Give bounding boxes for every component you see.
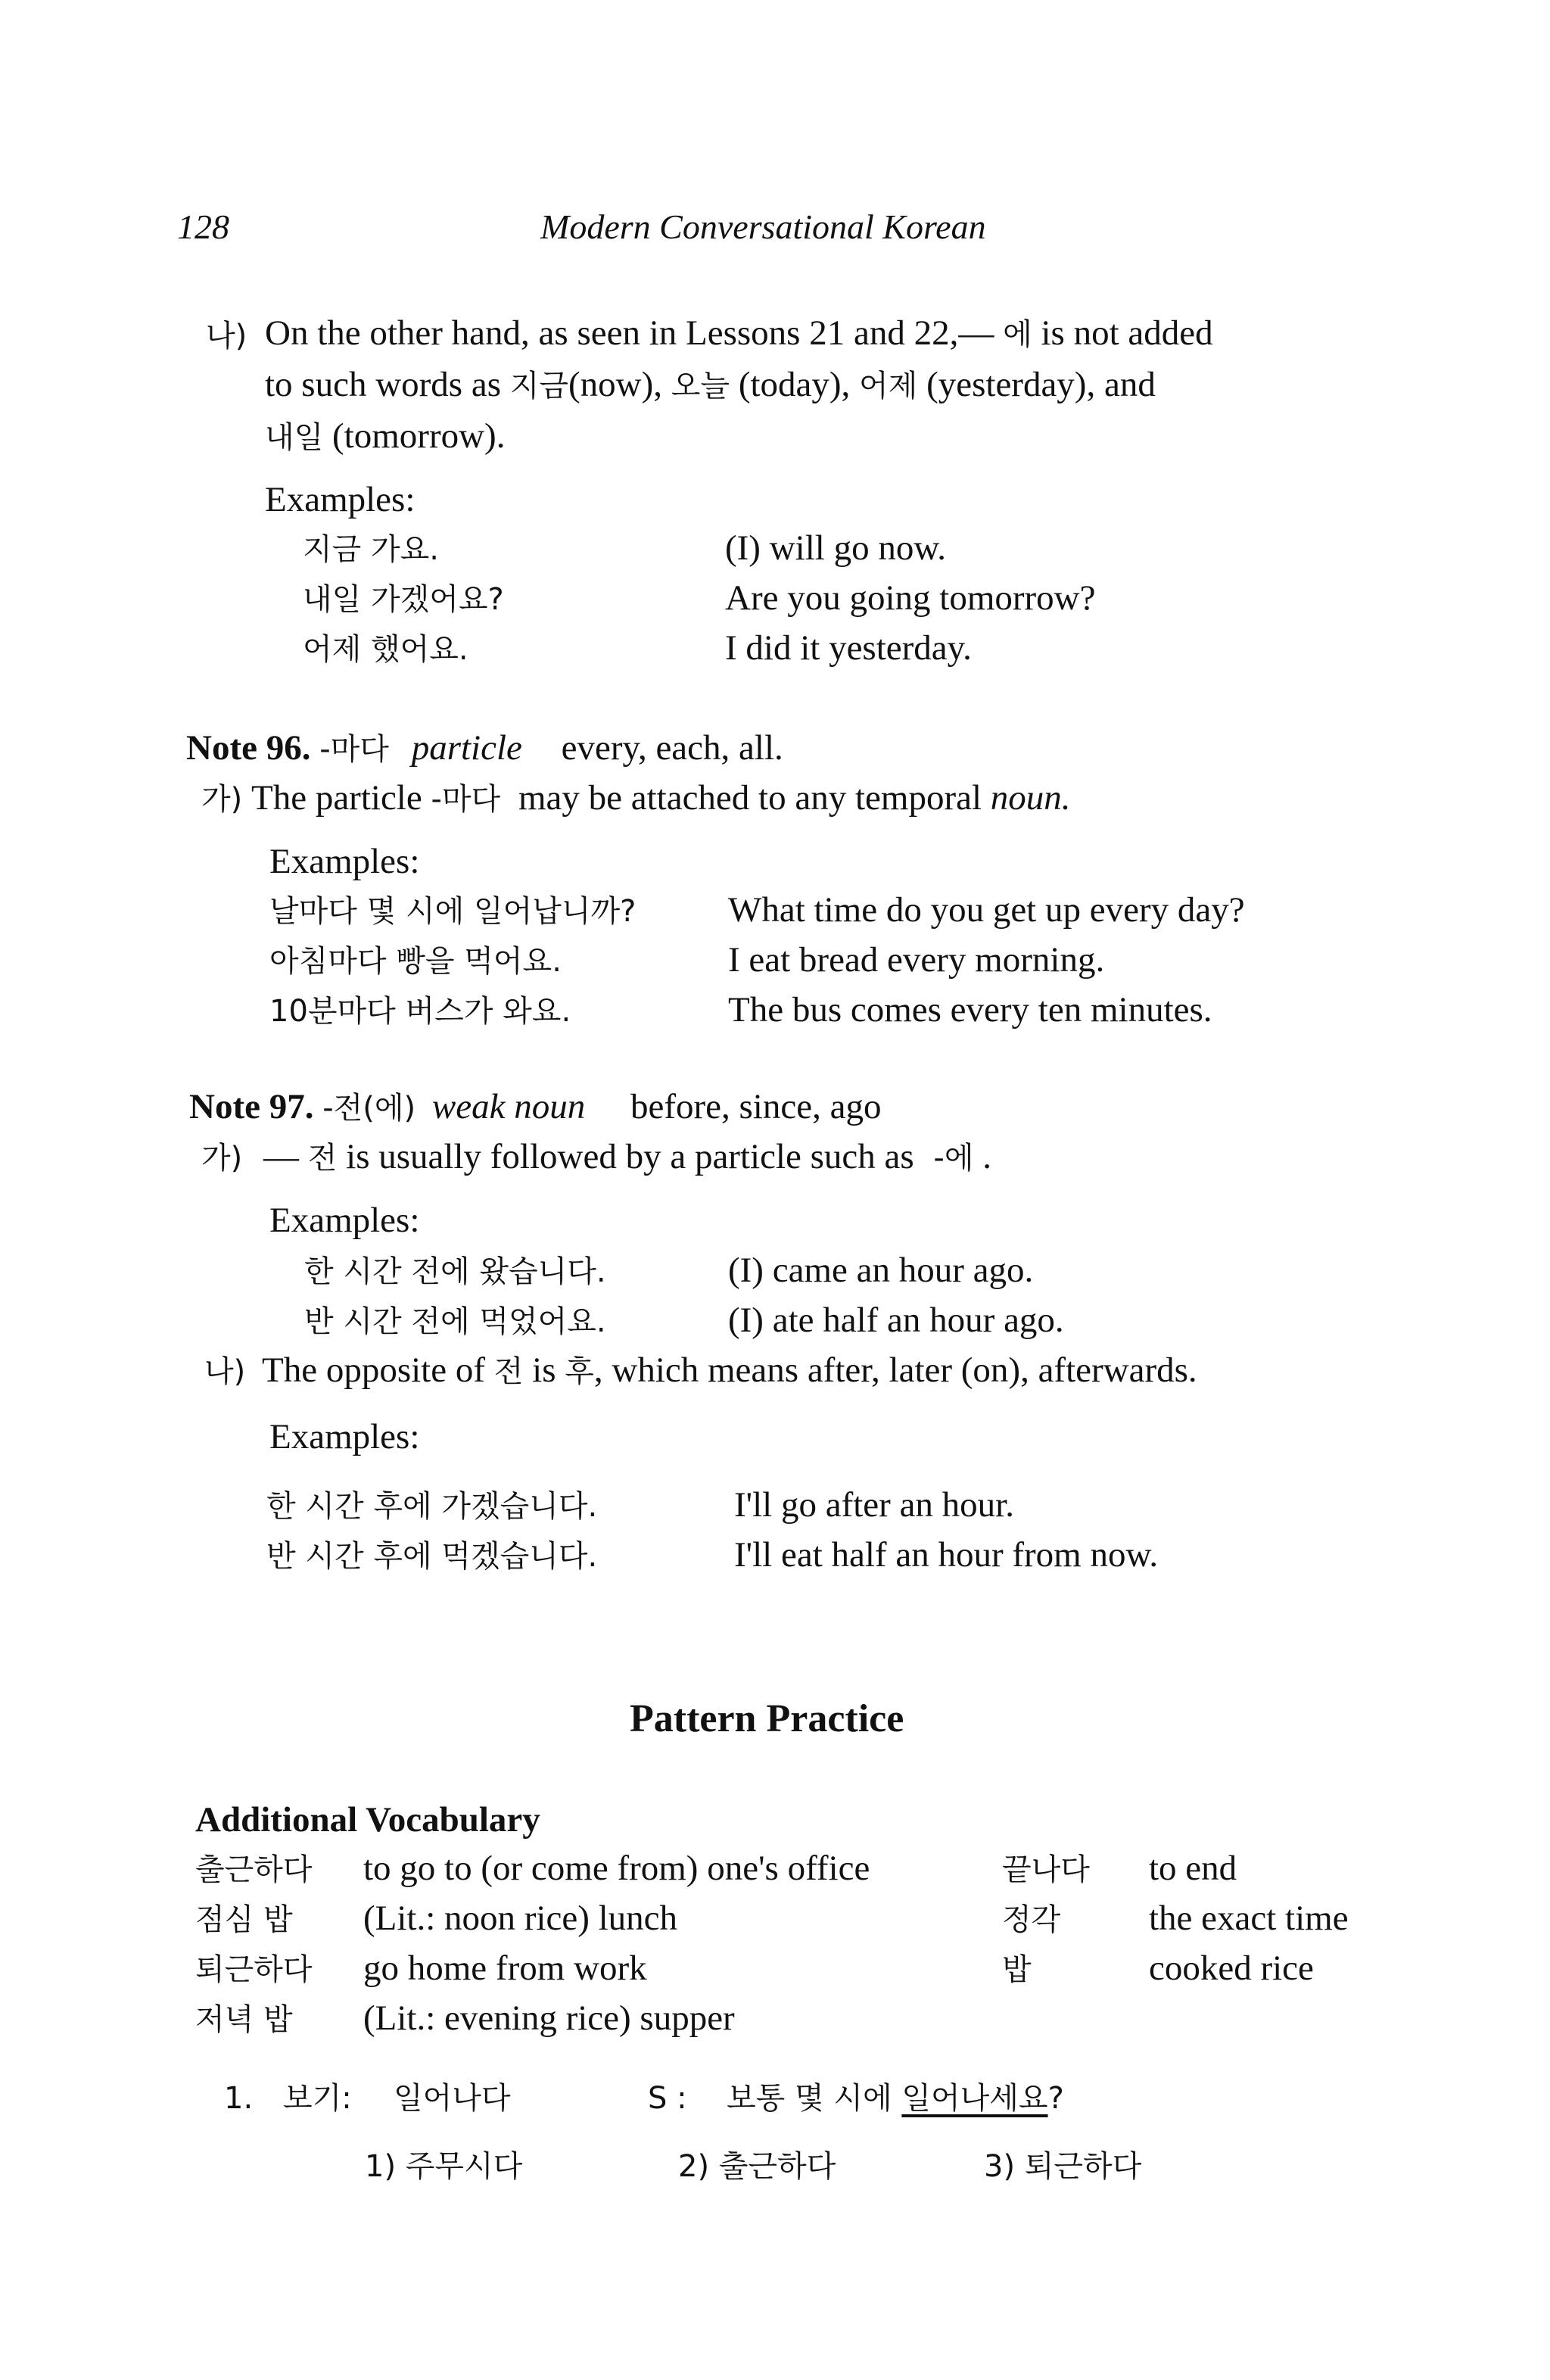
vocab-en: cooked rice xyxy=(1149,1949,1314,1988)
note-97-heading: Note 97. -전(에) weak noun before, since, ago xyxy=(189,1087,882,1126)
exercise-item: 1) 주무시다 xyxy=(365,2149,523,2184)
exercise-item: 3) 퇴근하다 xyxy=(984,2149,1142,2184)
exercise-item: 2) 출근하다 xyxy=(678,2149,836,2184)
example-en: (I) ate half an hour ago. xyxy=(728,1301,1064,1340)
example-ko: 지금 가요. xyxy=(303,532,439,567)
example-en: (I) came an hour ago. xyxy=(728,1251,1034,1290)
example-ko: 반 시간 후에 먹겠습니다. xyxy=(266,1539,598,1574)
example-ko: 한 시간 전에 왔습니다. xyxy=(304,1254,606,1289)
na-line-1: On the other hand, as seen in Lessons 21 and 22,— 에 is not added xyxy=(265,313,1213,353)
vocab-en: (Lit.: evening rice) supper xyxy=(363,1998,735,2038)
example-ko: 10분마다 버스가 와요. xyxy=(269,994,571,1029)
section-marker-na: 나) xyxy=(206,319,247,354)
running-title: Modern Conversational Korean xyxy=(540,207,986,246)
note-97-ga: 가) — 전 is usually followed by a particle such as -에 . xyxy=(201,1137,991,1176)
vocab-ko: 출근하다 xyxy=(195,1852,313,1887)
vocab-ko: 끝나다 xyxy=(1002,1852,1090,1887)
vocab-title: Additional Vocabulary xyxy=(195,1800,540,1840)
example-en: (I) will go now. xyxy=(725,528,946,568)
exercise-number: 1. xyxy=(224,2081,254,2116)
example-ko: 어제 했어요. xyxy=(303,632,468,667)
example-word: 일어나다 xyxy=(394,2081,511,2116)
vocab-en: to go to (or come from) one's office xyxy=(363,1849,870,1888)
examples-label: Examples: xyxy=(269,1417,420,1456)
example-en: The bus comes every ten minutes. xyxy=(728,990,1212,1030)
example-bogi-label: 보기: xyxy=(283,2081,352,2116)
vocab-ko: 점심 밥 xyxy=(195,1902,293,1937)
section-title: Pattern Practice xyxy=(630,1697,904,1740)
example-en: Are you going tomorrow? xyxy=(725,578,1096,618)
note-96-ga: 가) The particle -마다 may be attached to any temporal noun. xyxy=(201,778,1071,818)
example-ko: 한 시간 후에 가겠습니다. xyxy=(266,1489,598,1524)
vocab-en: (Lit.: noon rice) lunch xyxy=(363,1899,678,1938)
examples-label: Examples: xyxy=(269,842,420,881)
page-number: 128 xyxy=(177,207,229,246)
note-97-na: 나) The opposite of 전 is 후, which means after, later (on), afterwards. xyxy=(204,1350,1197,1390)
vocab-ko: 저녁 밥 xyxy=(195,2002,293,2037)
example-en: I eat bread every morning. xyxy=(728,940,1105,980)
vocab-ko: 밥 xyxy=(1002,1952,1032,1987)
vocab-ko: 퇴근하다 xyxy=(195,1952,313,1987)
speaker-label: S : xyxy=(648,2081,687,2116)
example-ko: 날마다 몇 시에 일어납니까? xyxy=(269,894,636,929)
na-line-3: 내일 (tomorrow). xyxy=(265,416,506,456)
example-en: What time do you get up every day? xyxy=(728,890,1245,930)
example-en: I did it yesterday. xyxy=(725,628,972,668)
example-ko: 내일 가겠어요? xyxy=(303,582,504,617)
example-ko: 반 시간 전에 먹었어요. xyxy=(304,1304,606,1339)
example-en: I'll go after an hour. xyxy=(734,1485,1014,1525)
vocab-en: the exact time xyxy=(1149,1899,1349,1938)
example-ko: 아침마다 빵을 먹어요. xyxy=(269,944,562,979)
examples-label: Examples: xyxy=(269,1201,420,1240)
example-sentence: 보통 몇 시에 일어나세요? xyxy=(727,2081,1064,2116)
na-line-2: to such words as 지금(now), 오늘 (today), 어제 (yesterday), and xyxy=(265,365,1156,404)
vocab-ko: 정각 xyxy=(1002,1902,1061,1937)
examples-label: Examples: xyxy=(265,480,416,519)
vocab-en: to end xyxy=(1149,1849,1237,1888)
note-96-heading: Note 96. -마다 particle every, each, all. xyxy=(186,728,783,768)
vocab-en: go home from work xyxy=(363,1949,647,1988)
example-en: I'll eat half an hour from now. xyxy=(734,1535,1159,1575)
